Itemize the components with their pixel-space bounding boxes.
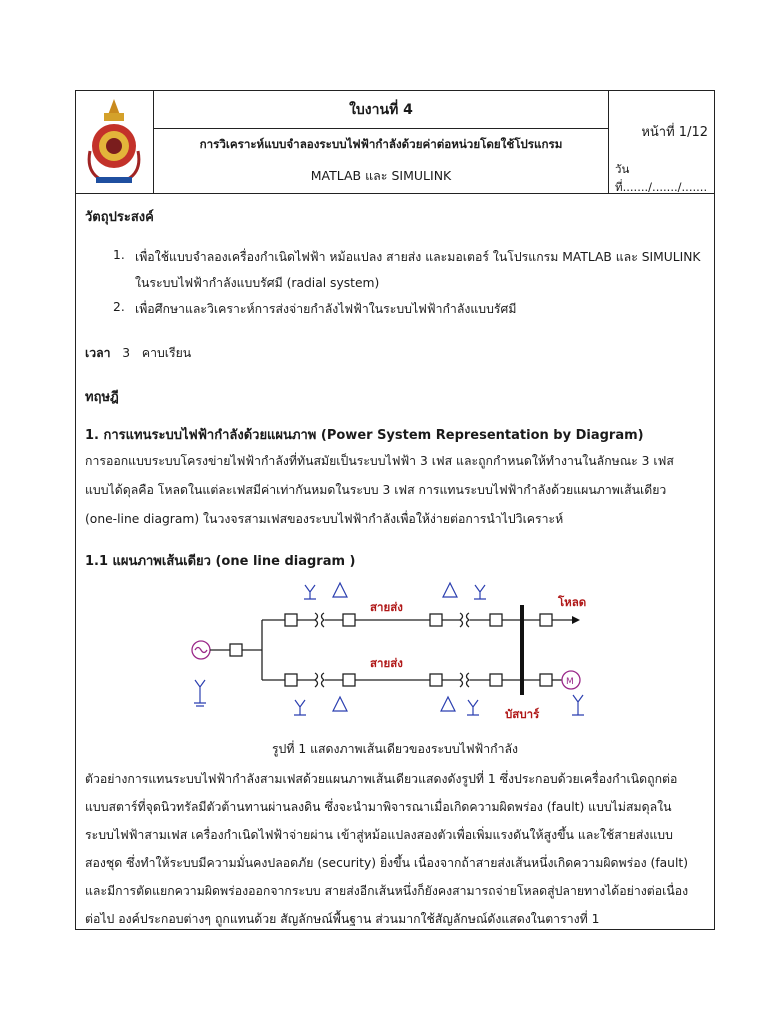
line-label-top: สายส่ง: [370, 600, 403, 614]
load-label: โหลด: [558, 595, 587, 609]
one-line-diagram: [180, 575, 600, 735]
section-1-line-3: (one-line diagram) ในวงจรสามเฟสของระบบไฟฟ้ากำลังเพื่อให้ง่ายต่อการนำไปวิเคราะห์: [85, 512, 564, 526]
worksheet-subtitle-2: MATLAB และ SIMULINK: [310, 168, 452, 183]
delta-icon: [333, 583, 347, 597]
objective-item-1-line1: เพื่อใช้แบบจำลองเครื่องกำเนิดไฟฟ้า หม้อแปลง สายส่ง และมอเตอร์ ในโปรแกรม MATLAB และ SIMULINK: [135, 250, 701, 264]
body-line-4: สองชุด ซึ่งทำให้ระบบมีความมั่นคงปลอดภัย (security) ยิ่งขึ้น เนื่องจากถ้าสายส่งเส้นหนึ่งเกิดความผิดพร่อง (fault): [85, 856, 689, 870]
time-row: [85, 344, 191, 363]
section-1-heading: 1. การแทนระบบไฟฟ้ากำลังด้วยแผนภาพ (Power System Representation by Diagram): [85, 428, 644, 443]
wye-ground-icon: [304, 585, 316, 599]
worksheet-subtitle-1: การวิเคราะห์แบบจำลองระบบไฟฟ้ากำลังด้วยค่าต่อหน่วยโดยใช้โปรแกรม: [199, 137, 563, 151]
time-value: 3: [122, 346, 131, 360]
logo-emblem-icon: [76, 91, 152, 192]
body-line-3: ระบบไฟฟ้าสามเฟส เครื่องกำเนิดไฟฟ้าจ่ายผ่าน เข้าสู่หม้อแปลงสองตัวเพื่อเพิ่มแรงดันให้สูงขึ้น และใช้สายส่งแบบ: [85, 828, 673, 842]
body-line-5: และมีการตัดแยกความผิดพร่องออกจากระบบ สายส่งอีกเส้นหนึ่งก็ยังคงสามารถจ่ายโหลดสู่ปลายทางได้อย่างต่อเนื่อง: [85, 884, 689, 898]
date-field: วันที่......./......./.......: [615, 162, 708, 194]
objective-heading: วัตถุประสงค์: [85, 210, 154, 225]
objective-number-2: 2.: [113, 300, 125, 314]
line-label-bottom: สายส่ง: [370, 656, 403, 670]
university-logo: [76, 91, 154, 194]
page-number: หน้าที่ 1/12: [641, 125, 708, 140]
body-line-2: แบบสตาร์ที่จุดนิวทรัลมีตัวต้านทานผ่านลงดิน ซึ่งจะนำมาพิจารณาเมื่อเกิดความผิดพร่อง (fault) แบบไม่สมดุลใน: [85, 800, 672, 814]
section-1-line-1: การออกแบบระบบโครงข่ายไฟฟ้ากำลังที่ทันสมัยเป็นระบบไฟฟ้า 3 เฟส และถูกกำหนดให้ทำงานในลักษณะ 3 เฟส: [85, 454, 674, 468]
body-line-6: ต่อไป องค์ประกอบต่างๆ ถูกแทนด้วย สัญลักษณ์พื้นฐาน ส่วนมากใช้สัญลักษณ์ดังแสดงในตารางที่ 1: [85, 912, 600, 926]
busbar-symbol: [520, 605, 524, 695]
objective-item-1-line2: ในระบบไฟฟ้ากำลังแบบรัศมี (radial system): [135, 276, 380, 290]
motor-label: M: [566, 677, 574, 687]
header-title-block: [154, 91, 609, 194]
body-line-1: ตัวอย่างการแทนระบบไฟฟ้ากำลังสามเฟสด้วยแผนภาพเส้นเดียวแสดงดังรูปที่ 1 ซึ่งประกอบด้วยเครื่องกำเนิดถูกต่อ: [85, 772, 678, 786]
time-unit: คาบเรียน: [141, 346, 192, 360]
busbar-label: บัสบาร์: [505, 707, 540, 721]
load-arrow-icon: [572, 616, 580, 624]
time-label: เวลา: [85, 346, 111, 360]
theory-heading: ทฤษฎี: [85, 390, 119, 405]
header-meta: [609, 91, 714, 194]
worksheet-title: ใบงานที่ 4: [154, 91, 608, 129]
figure-caption: รูปที่ 1 แสดงภาพเส้นเดียวของระบบไฟฟ้ากำลัง: [271, 742, 519, 756]
section-1-line-2: แบบได้ดุลคือ โหลดในแต่ละเฟสมีค่าเท่ากันหมดในระบบ 3 เฟส การแทนระบบไฟฟ้ากำลังด้วยแผนภาพเส้นเดียว: [85, 483, 667, 497]
objective-number-1: 1.: [113, 248, 125, 262]
objective-item-2-line1: เพื่อศึกษาและวิเคราะห์การส่งจ่ายกำลังไฟฟ้าในระบบไฟฟ้ากำลังแบบรัศมี: [135, 302, 517, 316]
section-1-1-heading: 1.1 แผนภาพเส้นเดียว (one line diagram ): [85, 554, 356, 569]
